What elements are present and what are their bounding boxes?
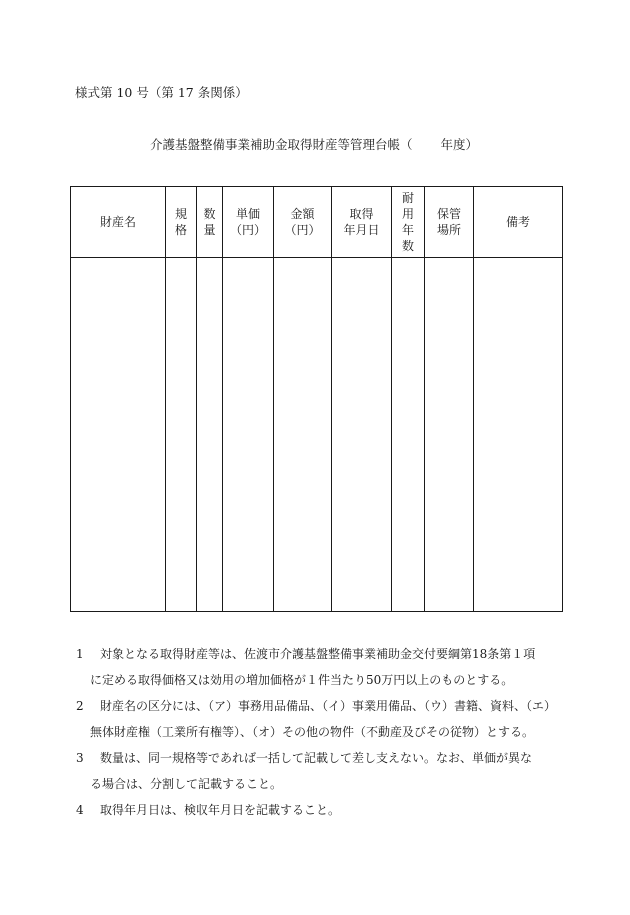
cell-acquired-date — [332, 258, 392, 612]
column-header-quantity — [197, 187, 223, 258]
form-number: 様式第 10 号（第 17 条関係） — [75, 85, 248, 100]
column-header-remarks — [474, 187, 563, 258]
header-line: 数 — [401, 239, 414, 253]
header-line: （円） — [229, 223, 266, 237]
cell-quantity — [197, 258, 223, 612]
header-line: 備考 — [505, 215, 530, 229]
cell-amount — [274, 258, 332, 612]
header-line: 保管 — [436, 207, 461, 221]
header-line: 場所 — [436, 223, 461, 237]
note-item — [76, 751, 556, 803]
note-item — [76, 647, 556, 699]
column-header-service-life — [392, 187, 425, 258]
note-text: 取得年月日は、検収年月日を記載すること。 — [100, 803, 341, 817]
header-line: 耐 — [401, 191, 414, 205]
note-number: 2 — [76, 699, 84, 713]
notes-section — [76, 647, 556, 829]
note-line — [76, 751, 556, 777]
header-line: 財産名 — [99, 215, 136, 229]
header-line: 年月日 — [343, 223, 380, 237]
header-line: 年 — [401, 223, 414, 237]
note-number: 1 — [76, 647, 84, 661]
note-line — [76, 699, 556, 725]
header-line: 数 — [203, 207, 216, 221]
document-title-tail: 年度） — [440, 137, 479, 152]
note-continuation: る場合は、分割して記載すること。 — [90, 777, 283, 791]
column-header-storage-location — [425, 187, 474, 258]
table-header-row — [71, 187, 563, 258]
document-title-main: 介護基盤整備事業補助金取得財産等管理台帳（ — [150, 137, 413, 152]
note-line — [76, 803, 556, 829]
header-line: 規 — [174, 207, 187, 221]
note-text: 数量は、同一規格等であれば一括して記載して差し支えない。なお、単価が異な — [100, 751, 533, 765]
note-number: 3 — [76, 751, 84, 765]
note-text: 対象となる取得財産等は、佐渡市介護基盤整備事業補助金交付要綱第18条第１項 — [100, 647, 536, 661]
header-line: 単価 — [235, 207, 260, 221]
header-line: 用 — [401, 207, 414, 221]
property-ledger-table — [70, 186, 563, 612]
header-line: 格 — [174, 223, 187, 237]
cell-name — [71, 258, 166, 612]
header-line: 量 — [203, 223, 216, 237]
cell-remarks — [474, 258, 563, 612]
note-number: 4 — [76, 803, 84, 817]
note-continuation: に定める取得価格又は効用の増加価格が１件当たり50万円以上のものとする。 — [90, 673, 514, 687]
note-item — [76, 803, 556, 829]
note-line — [76, 647, 556, 673]
note-text: 財産名の区分には、（ア）事務用品備品、（イ）事業用備品、（ウ）書籍、資料、（エ） — [100, 699, 557, 713]
document-title — [150, 135, 478, 153]
cell-service-life — [392, 258, 425, 612]
header-line: （円） — [284, 223, 321, 237]
cell-spec — [166, 258, 197, 612]
column-header-unit-price — [223, 187, 274, 258]
column-header-amount — [274, 187, 332, 258]
cell-storage-location — [425, 258, 474, 612]
column-header-name — [71, 187, 166, 258]
header-line: 金額 — [290, 207, 315, 221]
header-line: 取得 — [349, 207, 374, 221]
note-item — [76, 699, 556, 751]
column-header-acquired-date — [332, 187, 392, 258]
note-continuation: 無体財産権（工業所有権等）、（オ）その他の物件（不動産及びその従物）とする。 — [90, 725, 535, 739]
table-row — [71, 258, 563, 612]
column-header-spec — [166, 187, 197, 258]
cell-unit-price — [223, 258, 274, 612]
